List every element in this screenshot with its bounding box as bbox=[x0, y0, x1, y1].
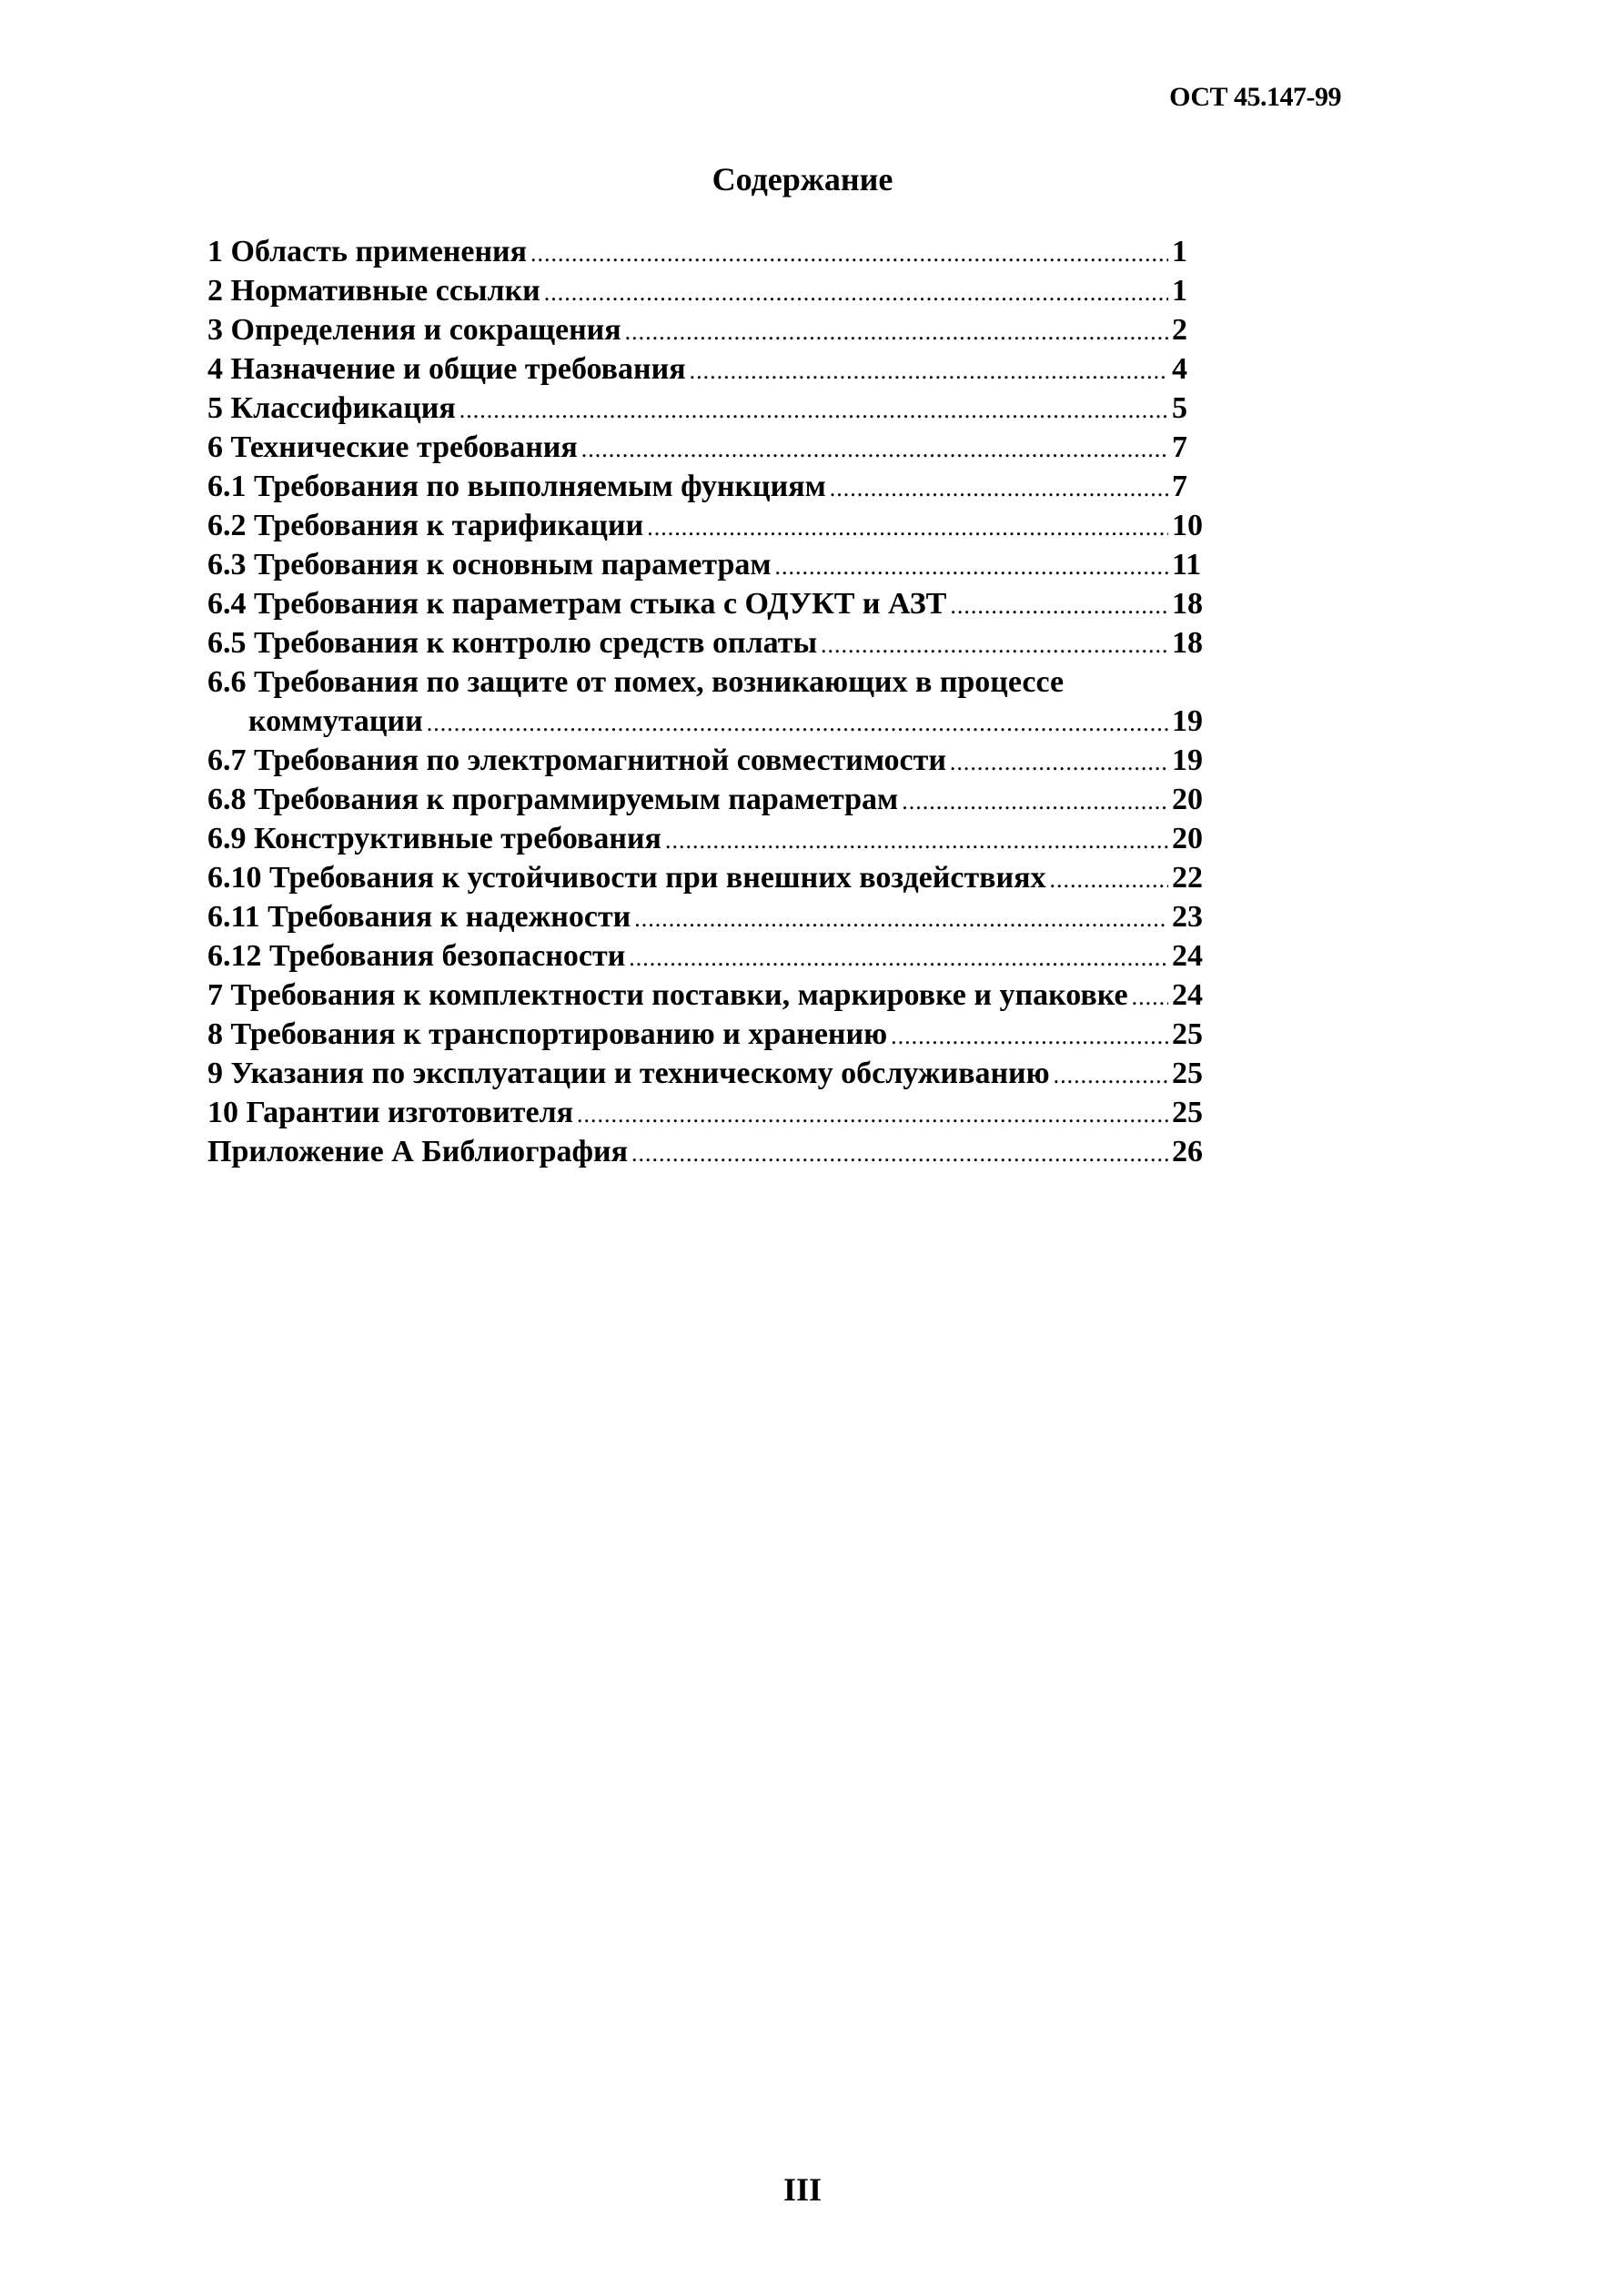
toc-leader-dots bbox=[625, 319, 1168, 346]
toc-entry-page: 20 bbox=[1172, 783, 1203, 816]
toc-entry-page: 19 bbox=[1172, 704, 1203, 738]
toc-entry-label: 8 Требования к транспортированию и хранению bbox=[207, 1017, 888, 1051]
toc-entry[interactable] bbox=[207, 391, 1226, 430]
toc-entry[interactable] bbox=[207, 1135, 1226, 1174]
toc-entry-page: 11 bbox=[1172, 548, 1202, 582]
toc-leader-dots bbox=[634, 905, 1168, 933]
toc-entry-label: 6.5 Требования к контролю средств оплаты bbox=[207, 626, 818, 660]
toc-entry-page: 24 bbox=[1172, 939, 1203, 973]
toc-entry[interactable] bbox=[207, 1057, 1226, 1096]
toc-entry-page: 24 bbox=[1172, 978, 1203, 1012]
toc-entry-label: 6.3 Требования к основным параметрам bbox=[207, 548, 772, 582]
toc-entry-label: 7 Требования к комплектности поставки, маркировке и упаковке bbox=[207, 978, 1128, 1012]
toc-entry-label: 6 Технические требования bbox=[207, 430, 578, 464]
toc-leader-dots bbox=[891, 1023, 1168, 1050]
toc-entry-page: 2 bbox=[1172, 313, 1187, 347]
toc-entry[interactable] bbox=[207, 783, 1226, 822]
toc-entry-label: 3 Определения и сокращения bbox=[207, 313, 621, 347]
toc-leader-dots bbox=[950, 749, 1168, 776]
toc-entry[interactable] bbox=[207, 1017, 1226, 1057]
toc-leader-dots bbox=[629, 945, 1168, 972]
toc-entry-label: 6.7 Требования по электромагнитной совместимости bbox=[207, 743, 946, 777]
toc-leader-dots bbox=[647, 514, 1168, 541]
toc-leader-dots bbox=[581, 436, 1168, 463]
toc-entry-page: 26 bbox=[1172, 1135, 1203, 1168]
toc-entry-label: 6.1 Требования по выполняемым функциям bbox=[207, 470, 826, 503]
page-number: III bbox=[782, 2171, 823, 2208]
toc-leader-dots bbox=[530, 240, 1168, 268]
toc-entry-label: 6.12 Требования безопасности bbox=[207, 939, 626, 973]
toc-entry[interactable] bbox=[207, 665, 1226, 704]
toc-entry-label: коммутации bbox=[248, 704, 423, 738]
toc-entry-page: 18 bbox=[1172, 626, 1203, 660]
toc-leader-dots bbox=[427, 710, 1168, 737]
toc-entry-page: 5 bbox=[1172, 391, 1187, 425]
toc-entry[interactable] bbox=[207, 900, 1226, 939]
toc-entry-label: 6.4 Требования к параметрам стыка с ОДУКТ и АЗТ bbox=[207, 587, 947, 621]
toc-entry-continuation[interactable] bbox=[207, 704, 1226, 743]
toc-entry-label: 10 Гарантии изготовителя bbox=[207, 1096, 574, 1129]
toc-entry[interactable] bbox=[207, 470, 1226, 509]
table-of-contents bbox=[207, 235, 1226, 1174]
toc-entry[interactable] bbox=[207, 548, 1226, 587]
toc-entry-label: 6.9 Конструктивные требования bbox=[207, 822, 661, 855]
toc-entry-page: 7 bbox=[1172, 470, 1187, 503]
toc-entry-page: 19 bbox=[1172, 743, 1203, 777]
toc-entry-label: 6.10 Требования к устойчивости при внешних воздействиях bbox=[207, 861, 1046, 895]
toc-leader-dots bbox=[665, 827, 1168, 855]
toc-entry[interactable] bbox=[207, 430, 1226, 470]
toc-entry-page: 25 bbox=[1172, 1017, 1203, 1051]
toc-entry-label: 6.6 Требования по защите от помех, возникающих в процессе bbox=[207, 665, 1065, 699]
toc-entry[interactable] bbox=[207, 235, 1226, 274]
toc-leader-dots bbox=[950, 592, 1168, 620]
toc-entry[interactable] bbox=[207, 587, 1226, 626]
toc-entry-page: 25 bbox=[1172, 1096, 1203, 1129]
toc-entry-page: 20 bbox=[1172, 822, 1203, 855]
toc-entry[interactable] bbox=[207, 861, 1226, 900]
toc-entry[interactable] bbox=[207, 743, 1226, 783]
toc-entry-page: 22 bbox=[1172, 861, 1203, 895]
toc-entry-label: 4 Назначение и общие требования bbox=[207, 352, 686, 386]
toc-entry-label: 2 Нормативные ссылки bbox=[207, 274, 540, 308]
toc-entry[interactable] bbox=[207, 978, 1226, 1017]
toc-entry[interactable] bbox=[207, 822, 1226, 861]
toc-entry-page: 7 bbox=[1172, 430, 1187, 464]
toc-leader-dots bbox=[459, 397, 1168, 424]
toc-entry-label: 5 Классификация bbox=[207, 391, 456, 425]
toc-leader-dots bbox=[1054, 1062, 1168, 1089]
toc-entry-label: Приложение А Библиография bbox=[207, 1135, 629, 1168]
toc-entry[interactable] bbox=[207, 274, 1226, 313]
toc-entry[interactable] bbox=[207, 1096, 1226, 1135]
toc-leader-dots bbox=[830, 475, 1168, 502]
toc-leader-dots bbox=[1132, 984, 1168, 1011]
toc-entry-page: 1 bbox=[1172, 274, 1187, 308]
toc-entry[interactable] bbox=[207, 939, 1226, 978]
toc-leader-dots bbox=[821, 632, 1168, 659]
toc-leader-dots bbox=[775, 553, 1168, 581]
toc-title: Содержание bbox=[712, 161, 893, 197]
toc-leader-dots bbox=[577, 1101, 1168, 1128]
toc-leader-dots bbox=[544, 279, 1168, 307]
toc-entry[interactable] bbox=[207, 313, 1226, 352]
toc-entry-label: 9 Указания по эксплуатации и техническому обслуживанию bbox=[207, 1057, 1050, 1090]
toc-entry-page: 4 bbox=[1172, 352, 1187, 386]
toc-entry[interactable] bbox=[207, 509, 1226, 548]
toc-entry-label: 6.11 Требования к надежности bbox=[207, 900, 631, 934]
toc-entry[interactable] bbox=[207, 352, 1226, 391]
toc-leader-dots bbox=[902, 788, 1168, 815]
toc-entry-page: 1 bbox=[1172, 235, 1187, 268]
toc-entry-label: 6.2 Требования к тарификации bbox=[207, 509, 644, 542]
toc-entry-page: 23 bbox=[1172, 900, 1203, 934]
toc-entry-page: 18 bbox=[1172, 587, 1203, 621]
toc-entry-page: 25 bbox=[1172, 1057, 1203, 1090]
toc-entry-page: 10 bbox=[1172, 509, 1203, 542]
document-code: ОСТ 45.147-99 bbox=[1169, 82, 1341, 112]
toc-leader-dots bbox=[690, 358, 1168, 385]
toc-entry-label: 1 Область применения bbox=[207, 235, 528, 268]
toc-entry[interactable] bbox=[207, 626, 1226, 665]
toc-leader-dots bbox=[631, 1140, 1168, 1168]
toc-entry-label: 6.8 Требования к программируемым параметрам bbox=[207, 783, 899, 816]
toc-leader-dots bbox=[1050, 866, 1169, 894]
